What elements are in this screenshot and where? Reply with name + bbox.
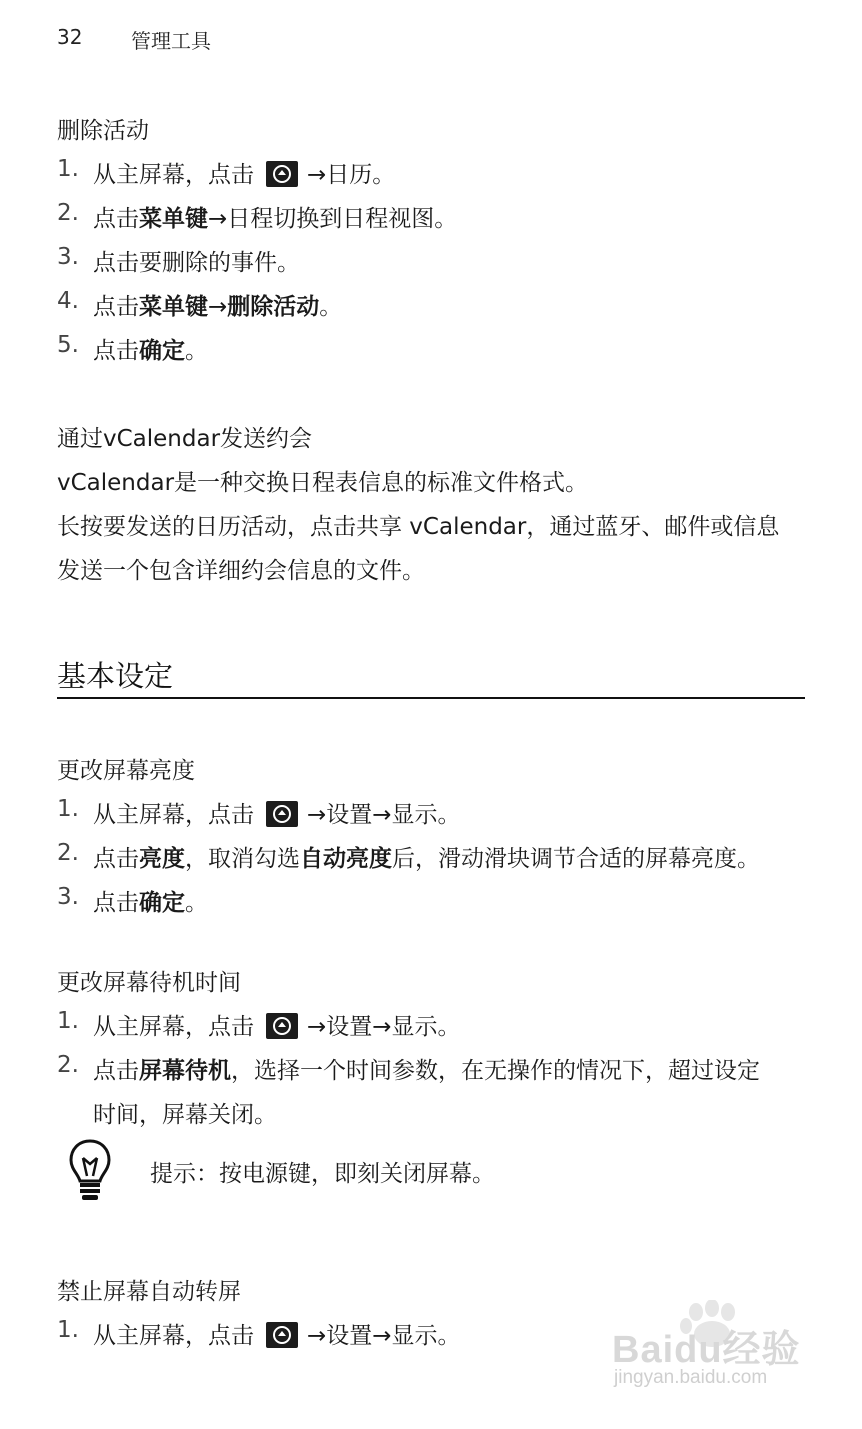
heading-rule xyxy=(57,697,805,699)
watermark-url: jingyan.baidu.com xyxy=(614,1367,768,1388)
step-text: 从主屏幕，点击 →设置→显示。 xyxy=(93,1014,461,1040)
step-number: 2. xyxy=(57,200,79,226)
step-text-continued: 时间，屏幕关闭。 xyxy=(93,1102,277,1128)
page-number: 32 xyxy=(57,25,83,49)
section-delete-title: 删除活动 xyxy=(57,118,149,144)
section-standby-title: 更改屏幕待机时间 xyxy=(57,970,241,996)
step-number: 4. xyxy=(57,288,79,314)
launcher-up-arrow-icon xyxy=(266,1322,298,1348)
step-text: 从主屏幕，点击 →设置→显示。 xyxy=(93,802,461,828)
step-text: 点击菜单键→删除活动。 xyxy=(93,294,343,320)
lightbulb-icon xyxy=(68,1138,112,1202)
step-number: 1. xyxy=(57,156,79,182)
paragraph-line: vCalendar是一种交换日程表信息的标准文件格式。 xyxy=(57,470,589,496)
step-text: 点击屏幕待机，选择一个时间参数，在无操作的情况下，超过设定 xyxy=(93,1058,760,1084)
step-number: 1. xyxy=(57,1317,79,1343)
paragraph-line: 发送一个包含详细约会信息的文件。 xyxy=(57,558,425,584)
step-number: 3. xyxy=(57,244,79,270)
watermark-brand: Baidu经验 xyxy=(612,1329,801,1371)
paragraph-line: 长按要发送的日历活动，点击共享 vCalendar，通过蓝牙、邮件或信息 xyxy=(57,514,780,540)
step-number: 3. xyxy=(57,884,79,910)
step-number: 1. xyxy=(57,1008,79,1034)
section-vcal-title: 通过vCalendar发送约会 xyxy=(57,426,313,452)
section-brightness-title: 更改屏幕亮度 xyxy=(57,758,195,784)
section-heading: 基本设定 xyxy=(57,659,174,693)
step-text: 点击菜单键→日程切换到日程视图。 xyxy=(93,206,458,232)
step-text: 点击要删除的事件。 xyxy=(93,250,300,276)
step-number: 5. xyxy=(57,332,79,358)
tip-text: 提示：按电源键，即刻关闭屏幕。 xyxy=(150,1161,495,1187)
step-text: 点击确定。 xyxy=(93,890,208,916)
step-number: 1. xyxy=(57,796,79,822)
launcher-up-arrow-icon xyxy=(266,1013,298,1039)
step-number: 2. xyxy=(57,840,79,866)
launcher-up-arrow-icon xyxy=(266,161,298,187)
step-text: 点击确定。 xyxy=(93,338,208,364)
launcher-up-arrow-icon xyxy=(266,801,298,827)
section-rotate-title: 禁止屏幕自动转屏 xyxy=(57,1279,241,1305)
chapter-title: 管理工具 xyxy=(131,29,211,53)
step-text: 从主屏幕，点击 →设置→显示。 xyxy=(93,1323,461,1349)
step-text: 点击亮度，取消勾选自动亮度后，滑动滑块调节合适的屏幕亮度。 xyxy=(93,846,760,872)
step-number: 2. xyxy=(57,1052,79,1078)
step-text: 从主屏幕，点击 →日历。 xyxy=(93,162,396,188)
